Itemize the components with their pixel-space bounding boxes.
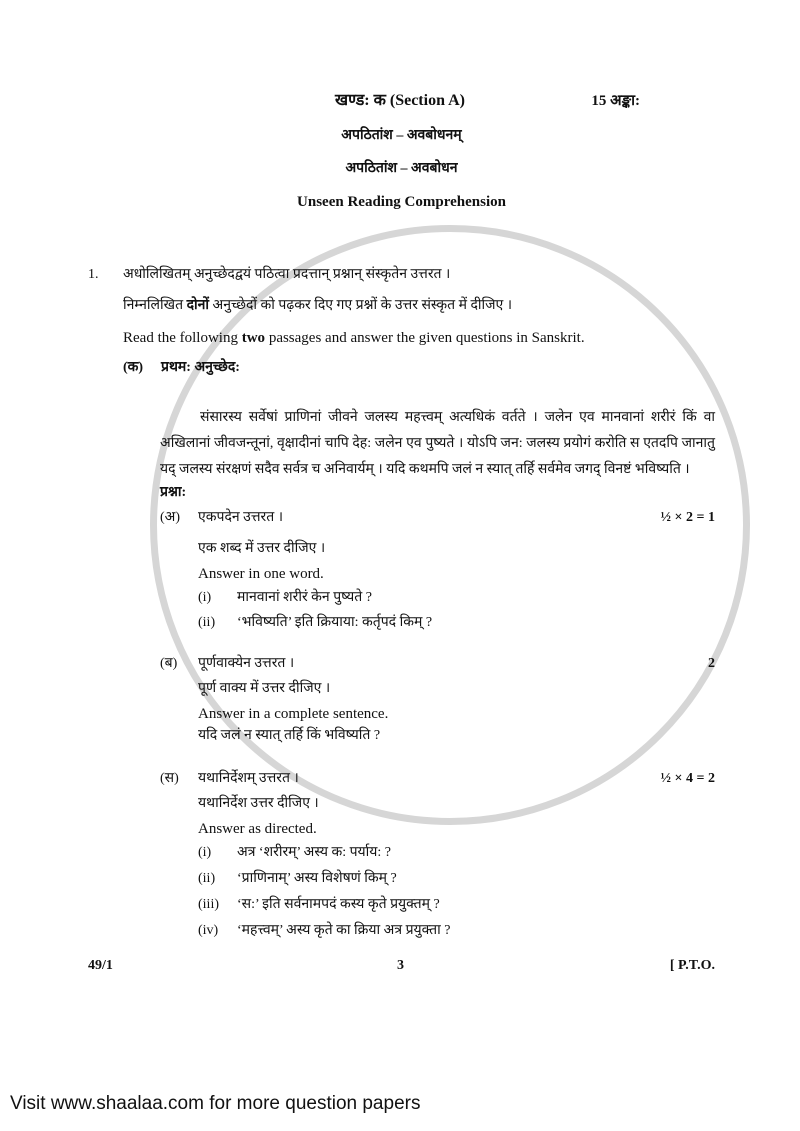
subq-a-row	[88, 508, 715, 528]
instruction-hindi: निम्नलिखित दोनों अनुच्छेदों को पढ़कर दिए गए प्रश्नों के उत्तर संस्कृत में दीजिए ।	[123, 298, 513, 313]
instruction-sanskrit: अधोलिखितम् अनुच्छेदद्वयं पठित्वा प्रदत्तान् प्रश्नान् संस्कृतेन उत्तरत ।	[123, 267, 451, 282]
item-text: ‘प्राणिनाम्’ अस्य विशेषणं किम् ?	[237, 871, 397, 886]
subq-b-hindi: पूर्ण वाक्य में उत्तर दीजिए ।	[198, 681, 331, 696]
item-text: ‘महत्त्वम्’ अस्य कृते का क्रिया अत्र प्रयुक्ता ?	[237, 923, 451, 938]
questions-label: प्रश्ना:	[160, 485, 187, 500]
subq-a-marks: ½ × 2 = 1	[660, 510, 715, 525]
section-heading: खण्ड: क (Section A)	[335, 92, 465, 109]
subq-c-item	[88, 869, 715, 889]
subq-b-english: Answer in a complete sentence.	[198, 706, 389, 722]
subq-c-row	[88, 769, 715, 789]
subq-a-english: Answer in one word.	[198, 566, 324, 582]
passage: संसारस्य सर्वेषां प्राणिनां जीवने जलस्य महत्त्वम् अत्यधिकं वर्तते । जलेन एव मानवानां शरीरं किं वा अखिलानां जीवजन्तूनां, वृक्षादीनां चापि देह: जलेन एव पुष्यते । योऽपि जन: जलस्य प्रयोगं करोति स एतदपि जानातु यद् जलस्य संरक्षणं सदैव सर्वत्र च अनिवार्यम् । यदि कथमपि जलं न स्यात् तर्हि सर्वमेव जगद् विनष्टं भविष्यति ।	[160, 410, 715, 477]
subq-c-label: (स)	[160, 771, 179, 786]
site-footer-link[interactable]: Visit www.shaalaa.com for more question papers	[10, 1093, 421, 1114]
item-text: अत्र ‘शरीरम्’ अस्य क: पर्याय: ?	[237, 845, 392, 860]
part-title: प्रथम: अनुच्छेद:	[161, 360, 240, 375]
subq-c-sanskrit: यथानिर्देशम् उत्तरत ।	[198, 771, 299, 786]
subq-c-hindi: यथानिर्देश उत्तर दीजिए ।	[198, 796, 319, 811]
paper-code: 49/1	[88, 958, 113, 973]
question-number: 1.	[88, 267, 99, 282]
instruction-english: Read the following two passages and answer the given questions in Sanskrit.	[123, 330, 585, 346]
item-number: (ii)	[198, 871, 216, 886]
section-heading-row	[88, 91, 715, 111]
subq-b-sanskrit: पूर्णवाक्येन उत्तरत ।	[198, 656, 295, 671]
title-hindi: अपठितांश – अवबोधन	[345, 161, 458, 176]
section-marks: 15 अङ्का:	[591, 93, 640, 109]
title-sanskrit: अपठितांश – अवबोधनम्	[341, 128, 462, 143]
item-number: (i)	[198, 590, 212, 605]
subq-a-hindi: एक शब्द में उत्तर दीजिए ।	[198, 541, 326, 556]
subq-a-item	[88, 588, 715, 608]
item-text: मानवानां शरीरं केन पुष्यते ?	[237, 590, 372, 605]
instruction-row	[88, 265, 715, 285]
title-english: Unseen Reading Comprehension	[297, 194, 506, 210]
subq-c-marks: ½ × 4 = 2	[660, 771, 715, 786]
subq-c-english: Answer as directed.	[198, 821, 317, 837]
subq-a-sanskrit: एकपदेन उत्तरत ।	[198, 510, 284, 525]
item-number: (i)	[198, 845, 212, 860]
item-text: ‘भविष्यति’ इति क्रियाया: कर्तृपदं किम् ?	[237, 615, 433, 630]
subq-b-question: यदि जलं न स्यात् तर्हि किं भविष्यति ?	[198, 728, 381, 743]
subq-a-item	[88, 613, 715, 633]
item-text: ‘स:’ इति सर्वनामपदं कस्य कृते प्रयुक्तम् ?	[237, 897, 440, 912]
page-number: 3	[397, 958, 404, 973]
item-number: (ii)	[198, 615, 216, 630]
subq-c-item	[88, 843, 715, 863]
part-heading	[88, 358, 715, 378]
page-footer	[88, 956, 715, 976]
pto-label: [ P.T.O.	[669, 958, 715, 973]
part-label: (क)	[123, 360, 144, 375]
page-content	[88, 91, 715, 976]
subq-b-label: (ब)	[160, 656, 178, 671]
subq-c-item	[88, 921, 715, 941]
item-number: (iv)	[198, 923, 219, 938]
item-number: (iii)	[198, 897, 219, 912]
subq-c-item	[88, 895, 715, 915]
subq-a-label: (अ)	[160, 510, 181, 525]
subq-b-marks: 2	[708, 656, 715, 671]
subq-b-row	[88, 654, 715, 674]
